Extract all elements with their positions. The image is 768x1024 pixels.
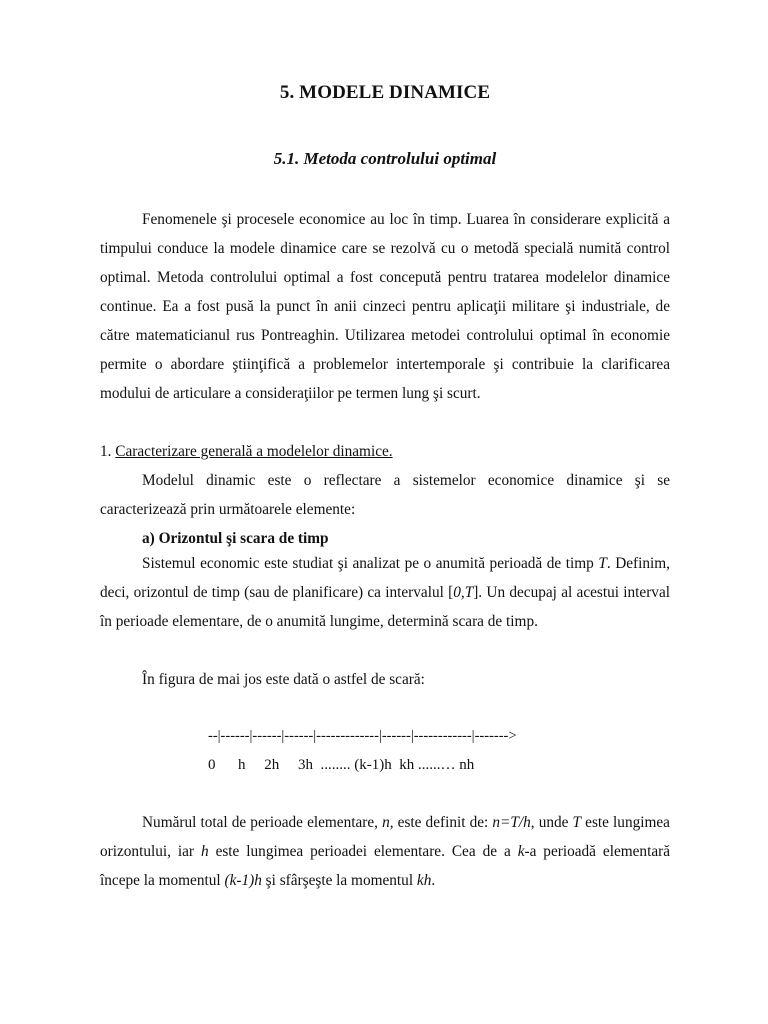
figure-intro: În figura de mai jos este dată o astfel de scară: [142, 671, 425, 688]
time-scale-line: --|------|------|------|-------------|------|------------|-------> [208, 728, 517, 744]
section-1-title: Caracterizare generală a modelelor dinamice. [115, 443, 393, 460]
text-run: Numărul total de perioade elementare, [142, 814, 383, 831]
var-run: k [517, 843, 525, 860]
var-run: n=T/h [492, 814, 531, 831]
var-run: h [200, 843, 209, 860]
var-run: T [598, 555, 607, 572]
document-page [100, 0, 670, 1024]
chapter-title: 5. MODELE DINAMICE [279, 82, 491, 103]
text-run: ]. Un decupaj al acestui interval în perioade elementare, de o anumită lungime, determină scara de timp. [100, 584, 670, 630]
section-title: 5.1. Metoda controlului optimal [273, 149, 497, 168]
section-1-heading [100, 437, 670, 466]
section-1-number: 1. [100, 443, 116, 460]
horizon-paragraph [100, 549, 670, 636]
text-run: , unde [530, 814, 573, 831]
var-run: (k-1)h [224, 872, 262, 889]
var-run: kh [416, 872, 432, 889]
text-run: este lungimea orizontului, iar [100, 814, 670, 860]
model-paragraph: Modelul dinamic este o reflectare a sistemelor economice dinamice şi se caracterizează prin următoarele elemente: [100, 472, 670, 518]
text-run: este lungimea perioadei elementare. Cea de a [208, 843, 518, 860]
periods-paragraph [100, 808, 670, 895]
subheading-a: a) Orizontul şi scara de timp [142, 530, 329, 547]
text-run: . [431, 872, 436, 889]
time-scale-labels: 0 h 2h 3h ........ (k-1)h kh ......… nh [208, 757, 475, 773]
var-run: T [572, 814, 582, 831]
text-run: şi sfârşeşte la momentul [261, 872, 417, 889]
text-run: . Definim, deci, orizontul de timp (sau de planificare) ca intervalul [ [100, 555, 671, 601]
var-run: n [382, 814, 390, 831]
text-run: , este definit de: [389, 814, 493, 831]
text-run: -a perioadă elementară începe la momentul [100, 843, 670, 889]
intro-paragraph: Fenomenele şi procesele economice au loc în timp. Luarea în considerare explicită a timpului conduce la modele dinamice care se rezolvă cu o metodă specială numită control optimal. Metoda controlului optimal a fost concepută pentru tratarea modelelor dinamice continue. Ea a fost pusă la punct în anii cinzeci pentru aplicaţii militare şi industriale, de către matematicianul rus Pontreaghin. Utilizarea metodei controlului optimal în economie permite o abordare ştiinţifică a problemelor intertemporale şi contribuie la clarificarea modului de articulare a consideraţiilor pe termen lung şi scurt. [100, 211, 670, 402]
var-run: 0,T [453, 584, 474, 601]
text-run: Sistemul economic este studiat şi analizat pe o anumită perioadă de timp [142, 555, 599, 572]
